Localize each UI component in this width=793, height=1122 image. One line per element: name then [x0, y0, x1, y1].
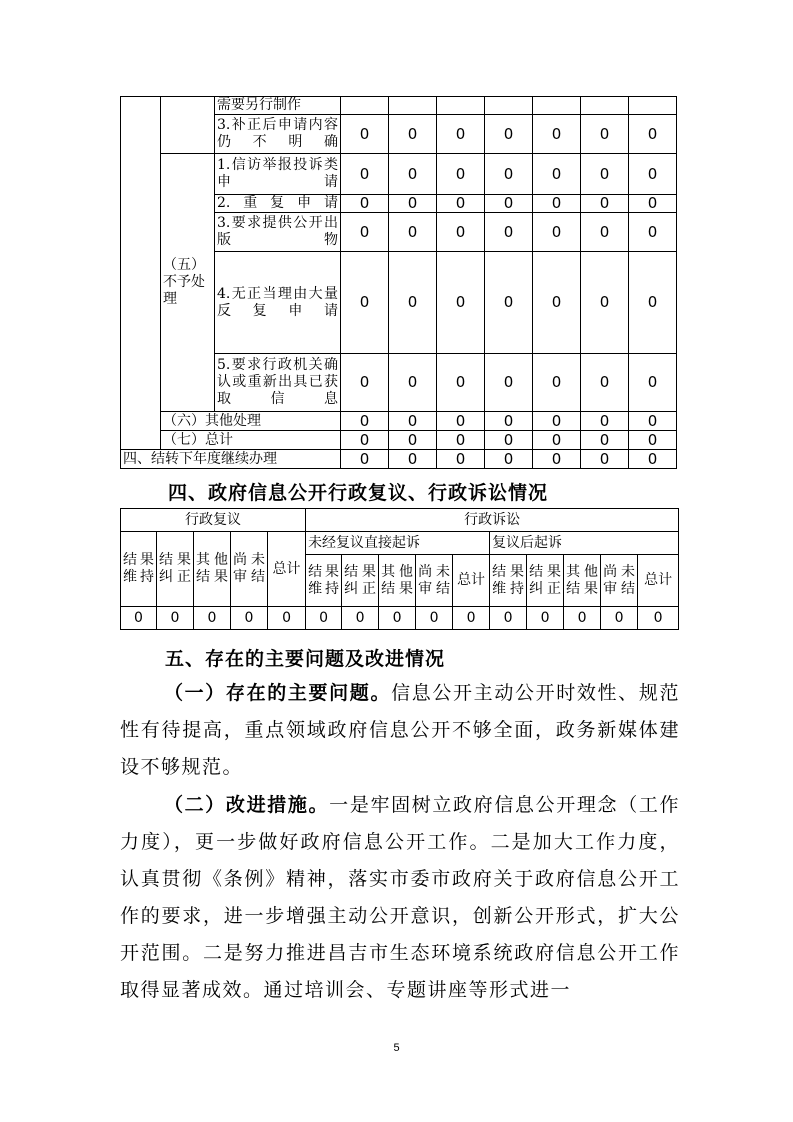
- col-label: 其他结果: [194, 532, 231, 607]
- value-cell: 0: [629, 195, 677, 213]
- value-cell: 0: [121, 607, 157, 630]
- value-cell: 0: [379, 607, 416, 630]
- value-cell: 0: [437, 450, 485, 469]
- problems-text: 信息公开主动公开时效性、规范性有待提高，重点领域政府信息公开不够全面，政务新媒体建设不够规范。: [120, 682, 680, 778]
- value-cell: 0: [581, 252, 629, 354]
- col-label: 其他结果: [564, 555, 601, 607]
- value-cell: 0: [629, 213, 677, 252]
- row-label: （六）其他处理: [161, 412, 341, 431]
- value-cell: 0: [629, 412, 677, 431]
- group-col: [161, 97, 215, 154]
- value-cell: 0: [306, 607, 342, 630]
- value-cell: 0: [389, 412, 437, 431]
- value-cell: 0: [389, 354, 437, 412]
- value-cell: 0: [533, 252, 581, 354]
- value-cell: 0: [341, 354, 389, 412]
- col-label: 总计: [638, 555, 679, 607]
- value-cell: 0: [581, 412, 629, 431]
- row-label: 2.重复申请: [215, 195, 341, 213]
- value-cell: 0: [268, 607, 306, 630]
- value-cell: 0: [485, 431, 533, 450]
- value-cell: 0: [437, 195, 485, 213]
- value-cell: 0: [437, 252, 485, 354]
- review-header: 行政复议: [121, 509, 306, 532]
- col-label: 尚未审结: [231, 532, 268, 607]
- value-cell: 0: [485, 115, 533, 154]
- value-cell: 0: [157, 607, 194, 630]
- group-label: （五）不予处理: [161, 154, 215, 412]
- value-cell: 0: [231, 607, 268, 630]
- col-label: 结果纠正: [342, 555, 379, 607]
- row-label: （七）总计: [161, 431, 341, 450]
- value-cell: 0: [629, 252, 677, 354]
- table-row: [121, 154, 677, 195]
- value-cell: 0: [341, 213, 389, 252]
- value-cell: 0: [342, 607, 379, 630]
- value-cell: 0: [601, 607, 638, 630]
- value-cell: 0: [533, 450, 581, 469]
- value-cell: 0: [389, 431, 437, 450]
- value-cell: 0: [485, 412, 533, 431]
- value-cell: 0: [389, 252, 437, 354]
- value-cell: 0: [581, 195, 629, 213]
- value-cell: [533, 97, 581, 115]
- col-label: 总计: [268, 532, 306, 607]
- value-cell: 0: [533, 431, 581, 450]
- value-cell: 0: [564, 607, 601, 630]
- row-label: 1.信访举报投诉类申请: [215, 154, 341, 195]
- row-label: 需要另行制作: [215, 97, 341, 115]
- other-row: [121, 412, 677, 431]
- col-label: 总计: [453, 555, 490, 607]
- value-cell: 0: [341, 115, 389, 154]
- col-label: 其他结果: [379, 555, 416, 607]
- value-cell: 0: [629, 115, 677, 154]
- carry-row: [121, 450, 677, 469]
- after-review-header: 复议后起诉: [490, 532, 679, 555]
- value-cell: 0: [341, 195, 389, 213]
- value-cell: [581, 97, 629, 115]
- value-cell: 0: [533, 195, 581, 213]
- value-cell: 0: [581, 115, 629, 154]
- value-cell: 0: [389, 450, 437, 469]
- problems-lead: （一）存在的主要问题。: [164, 682, 392, 704]
- value-cell: 0: [341, 431, 389, 450]
- value-cell: 0: [629, 431, 677, 450]
- page-number: 5: [393, 1042, 400, 1054]
- section5-heading: 五、存在的主要问题及改进情况: [165, 648, 446, 670]
- measures-lead: （二）改进措施。: [164, 794, 330, 816]
- value-cell: 0: [389, 154, 437, 195]
- value-cell: 0: [485, 154, 533, 195]
- section4-heading: 四、政府信息公开行政复议、行政诉讼情况: [168, 482, 549, 504]
- value-cell: 0: [437, 412, 485, 431]
- col-label: 结果维持: [306, 555, 342, 607]
- value-cell: 0: [533, 154, 581, 195]
- value-cell: 0: [629, 450, 677, 469]
- col-label: 结果维持: [490, 555, 527, 607]
- value-cell: 0: [581, 154, 629, 195]
- value-cell: 0: [533, 115, 581, 154]
- value-cell: 0: [453, 607, 490, 630]
- value-cell: 0: [638, 607, 679, 630]
- value-cell: 0: [389, 213, 437, 252]
- review-litigation-table: [120, 508, 679, 630]
- value-cell: 0: [533, 213, 581, 252]
- row-label: 3.要求提供公开出版物: [215, 213, 341, 252]
- col-label: 结果维持: [121, 532, 157, 607]
- value-cell: [341, 97, 389, 115]
- value-cell: 0: [485, 195, 533, 213]
- value-cell: 0: [485, 354, 533, 412]
- value-cell: 0: [581, 450, 629, 469]
- value-cell: 0: [485, 213, 533, 252]
- value-cell: 0: [194, 607, 231, 630]
- row-label: 5.要求行政机关确认或重新出具已获取信息: [215, 354, 341, 412]
- row-label: 四、结转下年度继续办理: [121, 450, 341, 469]
- direct-suit-header: 未经复议直接起诉: [306, 532, 490, 555]
- value-cell: 0: [629, 354, 677, 412]
- value-cell: 0: [581, 213, 629, 252]
- value-cell: 0: [437, 154, 485, 195]
- disposal-table: [120, 96, 677, 469]
- col-label: 尚未审结: [601, 555, 638, 607]
- value-cell: 0: [629, 154, 677, 195]
- litigation-header: 行政诉讼: [306, 509, 679, 532]
- value-cell: 0: [437, 213, 485, 252]
- row-label: 4.无正当理由大量反复申请: [215, 252, 341, 354]
- problems-paragraph: [120, 675, 680, 786]
- measures-text: 一是牢固树立政府信息公开理念（工作力度），更一步做好政府信息公开工作。二是加大工作力度，认真贯彻《条例》精神，落实市委市政府关于政府信息公开工作的要求，进一步增强主动公开意识，创新公开形式，扩大公开范围。二是努力推进昌吉市生态环境系统政府信息公开工作取得显著成效。通过培训会、专题讲座等形式进一: [120, 794, 680, 1001]
- value-cell: [389, 97, 437, 115]
- value-cell: 0: [341, 450, 389, 469]
- value-cell: 0: [485, 252, 533, 354]
- value-cell: 0: [437, 431, 485, 450]
- row-label: 3.补正后申请内容仍不明确: [215, 115, 341, 154]
- value-cell: 0: [341, 412, 389, 431]
- section-col: [121, 97, 161, 450]
- value-cell: 0: [533, 412, 581, 431]
- value-cell: 0: [389, 195, 437, 213]
- col-label: 结果纠正: [157, 532, 194, 607]
- value-cell: 0: [389, 115, 437, 154]
- value-cell: 0: [527, 607, 564, 630]
- col-label: 结果纠正: [527, 555, 564, 607]
- value-cell: [629, 97, 677, 115]
- value-cell: [485, 97, 533, 115]
- value-cell: 0: [437, 115, 485, 154]
- value-cell: 0: [581, 354, 629, 412]
- col-label: 尚未审结: [416, 555, 453, 607]
- value-cell: 0: [533, 354, 581, 412]
- table-row: [121, 97, 677, 115]
- measures-paragraph: [120, 787, 680, 1009]
- value-cell: 0: [341, 154, 389, 195]
- value-cell: 0: [341, 252, 389, 354]
- total-row: [121, 431, 677, 450]
- value-cell: 0: [485, 450, 533, 469]
- value-cell: 0: [490, 607, 527, 630]
- value-cell: 0: [437, 354, 485, 412]
- value-cell: [437, 97, 485, 115]
- value-cell: 0: [416, 607, 453, 630]
- value-cell: 0: [581, 431, 629, 450]
